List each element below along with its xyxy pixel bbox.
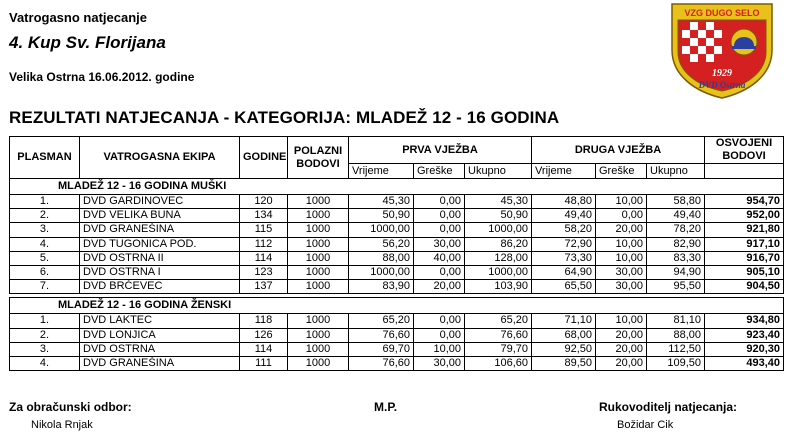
cell-druga-greske: 20,00 — [596, 328, 647, 342]
cell-prva-ukupno: 86,20 — [465, 237, 532, 251]
cell-prva-ukupno: 45,30 — [465, 195, 532, 209]
section-title: MLADEŽ 12 - 16 GODINA MUŠKI — [10, 179, 784, 195]
cell-prva-ukupno: 79,70 — [465, 342, 532, 356]
cell-plasman: 1. — [10, 195, 80, 209]
cell-druga-vrijeme: 73,30 — [532, 251, 596, 265]
cell-osvojeni: 904,50 — [705, 280, 784, 294]
cell-prva-vrijeme: 69,70 — [349, 342, 414, 356]
col-druga-vjezba: DRUGA VJEŽBA — [532, 137, 705, 164]
col-prva-greske: Greške — [414, 164, 465, 179]
cell-ekipa: DVD BRČEVEC — [80, 280, 240, 294]
cell-godine: 112 — [240, 237, 288, 251]
cell-prva-greske: 0,00 — [414, 314, 465, 328]
cell-godine: 126 — [240, 328, 288, 342]
cell-druga-ukupno: 88,00 — [647, 328, 705, 342]
cell-prva-vrijeme: 50,90 — [349, 209, 414, 223]
event-title: 4. Kup Sv. Florijana — [9, 33, 166, 52]
table-row — [10, 223, 784, 237]
cell-druga-vrijeme: 65,50 — [532, 280, 596, 294]
cell-prva-vrijeme: 45,30 — [349, 195, 414, 209]
cell-druga-vrijeme: 92,50 — [532, 342, 596, 356]
checkerboard-icon — [682, 22, 722, 62]
table-row — [10, 237, 784, 251]
footer-odbor-name: Nikola Rnjak — [31, 419, 93, 431]
cell-godine: 137 — [240, 280, 288, 294]
footer-mp-label: M.P. — [374, 400, 398, 414]
footer-rukovoditelj-label: Rukovoditelj natjecanja: — [599, 400, 738, 414]
cell-prva-ukupno: 1000,00 — [465, 223, 532, 237]
cell-polazni: 1000 — [288, 265, 349, 279]
cell-prva-greske: 0,00 — [414, 223, 465, 237]
cell-druga-greske: 10,00 — [596, 195, 647, 209]
table-row — [10, 314, 784, 328]
cell-ekipa: DVD OSTRNA II — [80, 251, 240, 265]
col-osvojeni — [705, 137, 784, 164]
cell-osvojeni: 920,30 — [705, 342, 784, 356]
col-polazni-line1: POLAZNI — [293, 144, 343, 157]
cell-plasman: 1. — [10, 314, 80, 328]
cell-ekipa: DVD TUGONICA POD. — [80, 237, 240, 251]
cell-prva-ukupno: 103,90 — [465, 280, 532, 294]
cell-druga-greske: 30,00 — [596, 265, 647, 279]
cell-ekipa: DVD GRANEŠINA — [80, 356, 240, 370]
vzg-logo-icon — [668, 2, 776, 100]
logo-top-text: VZG DUGO SELO — [684, 8, 760, 18]
col-prva-vjezba: PRVA VJEŽBA — [349, 137, 532, 164]
col-osvojeni-line2: BODOVI — [722, 150, 766, 162]
cell-druga-greske: 0,00 — [596, 209, 647, 223]
cell-prva-vrijeme: 65,20 — [349, 314, 414, 328]
cell-druga-ukupno: 83,30 — [647, 251, 705, 265]
col-prva-ukupno: Ukupno — [465, 164, 532, 179]
cell-godine: 111 — [240, 356, 288, 370]
cell-godine: 114 — [240, 251, 288, 265]
col-polazni-line2: BODOVI — [296, 157, 340, 170]
cell-prva-vrijeme: 56,20 — [349, 237, 414, 251]
cell-plasman: 2. — [10, 209, 80, 223]
cell-polazni: 1000 — [288, 328, 349, 342]
col-osvojeni-blank — [705, 164, 784, 179]
cell-polazni: 1000 — [288, 356, 349, 370]
col-druga-greske: Greške — [596, 164, 647, 179]
table-row — [10, 251, 784, 265]
cell-prva-greske: 0,00 — [414, 209, 465, 223]
cell-godine: 114 — [240, 342, 288, 356]
cell-druga-vrijeme: 68,00 — [532, 328, 596, 342]
cell-prva-greske: 0,00 — [414, 265, 465, 279]
cell-polazni: 1000 — [288, 314, 349, 328]
cell-osvojeni: 921,80 — [705, 223, 784, 237]
cell-prva-vrijeme: 76,60 — [349, 328, 414, 342]
cell-druga-ukupno: 78,20 — [647, 223, 705, 237]
section-header — [10, 298, 784, 314]
cell-druga-ukupno: 49,40 — [647, 209, 705, 223]
cell-plasman: 3. — [10, 342, 80, 356]
cell-prva-greske: 40,00 — [414, 251, 465, 265]
cell-druga-greske: 20,00 — [596, 342, 647, 356]
cell-prva-vrijeme: 1000,00 — [349, 265, 414, 279]
cell-ekipa: DVD LAKTEC — [80, 314, 240, 328]
cell-polazni: 1000 — [288, 280, 349, 294]
results-title: REZULTATI NATJECANJA - KATEGORIJA: MLADEŽ 12 - 16 GODINA — [9, 108, 560, 127]
cell-godine: 123 — [240, 265, 288, 279]
organization-label: Vatrogasno natjecanje — [9, 10, 147, 25]
cell-ekipa: DVD GRANEŠINA — [80, 223, 240, 237]
cell-polazni: 1000 — [288, 195, 349, 209]
col-godine: GODINE — [240, 137, 288, 179]
col-plasman: PLASMAN — [10, 137, 80, 179]
cell-druga-greske: 20,00 — [596, 356, 647, 370]
cell-godine: 134 — [240, 209, 288, 223]
cell-prva-greske: 0,00 — [414, 328, 465, 342]
cell-prva-greske: 10,00 — [414, 342, 465, 356]
results-body — [10, 179, 784, 371]
cell-prva-vrijeme: 76,60 — [349, 356, 414, 370]
cell-prva-greske: 0,00 — [414, 195, 465, 209]
col-prva-vrijeme: Vrijeme — [349, 164, 414, 179]
col-druga-vrijeme: Vrijeme — [532, 164, 596, 179]
col-druga-ukupno: Ukupno — [647, 164, 705, 179]
cell-osvojeni: 954,70 — [705, 195, 784, 209]
cell-druga-greske: 10,00 — [596, 314, 647, 328]
cell-prva-greske: 30,00 — [414, 237, 465, 251]
helmet-icon — [731, 29, 757, 55]
cell-druga-vrijeme: 49,40 — [532, 209, 596, 223]
cell-druga-vrijeme: 89,50 — [532, 356, 596, 370]
cell-prva-ukupno: 106,60 — [465, 356, 532, 370]
cell-druga-ukupno: 82,90 — [647, 237, 705, 251]
cell-prva-ukupno: 65,20 — [465, 314, 532, 328]
cell-prva-ukupno: 76,60 — [465, 328, 532, 342]
place-date: Velika Ostrna 16.06.2012. godine — [9, 70, 195, 84]
cell-osvojeni: 905,10 — [705, 265, 784, 279]
col-ekipa: VATROGASNA EKIPA — [80, 137, 240, 179]
cell-druga-greske: 10,00 — [596, 237, 647, 251]
cell-druga-greske: 10,00 — [596, 251, 647, 265]
cell-plasman: 2. — [10, 328, 80, 342]
cell-ekipa: DVD GARDINOVEC — [80, 195, 240, 209]
table-row — [10, 265, 784, 279]
table-row — [10, 280, 784, 294]
cell-godine: 118 — [240, 314, 288, 328]
cell-prva-vrijeme: 88,00 — [349, 251, 414, 265]
cell-druga-vrijeme: 64,90 — [532, 265, 596, 279]
cell-polazni: 1000 — [288, 342, 349, 356]
cell-plasman: 3. — [10, 223, 80, 237]
cell-plasman: 4. — [10, 356, 80, 370]
table-row — [10, 342, 784, 356]
cell-druga-vrijeme: 71,10 — [532, 314, 596, 328]
cell-plasman: 6. — [10, 265, 80, 279]
logo-year: 1929 — [712, 68, 732, 79]
cell-druga-greske: 20,00 — [596, 223, 647, 237]
col-osvojeni-line1: OSVOJENI — [715, 137, 773, 149]
cell-prva-ukupno: 50,90 — [465, 209, 532, 223]
cell-osvojeni: 923,40 — [705, 328, 784, 342]
section-title: MLADEŽ 12 - 16 GODINA ŽENSKI — [10, 298, 784, 314]
cell-ekipa: DVD LONJICA — [80, 328, 240, 342]
cell-osvojeni: 493,40 — [705, 356, 784, 370]
cell-ekipa: DVD OSTRNA I — [80, 265, 240, 279]
cell-polazni: 1000 — [288, 209, 349, 223]
cell-godine: 120 — [240, 195, 288, 209]
cell-druga-vrijeme: 72,90 — [532, 237, 596, 251]
cell-osvojeni: 934,80 — [705, 314, 784, 328]
table-row — [10, 356, 784, 370]
results-table — [9, 136, 784, 371]
section-header — [10, 179, 784, 195]
col-polazni — [288, 137, 349, 179]
cell-druga-ukupno: 81,10 — [647, 314, 705, 328]
cell-druga-ukupno: 112,50 — [647, 342, 705, 356]
table-row — [10, 195, 784, 209]
cell-prva-greske: 30,00 — [414, 356, 465, 370]
cell-osvojeni: 917,10 — [705, 237, 784, 251]
cell-druga-ukupno: 95,50 — [647, 280, 705, 294]
cell-prva-ukupno: 1000,00 — [465, 265, 532, 279]
cell-prva-vrijeme: 1000,00 — [349, 223, 414, 237]
cell-polazni: 1000 — [288, 237, 349, 251]
cell-godine: 115 — [240, 223, 288, 237]
cell-druga-greske: 30,00 — [596, 280, 647, 294]
cell-prva-greske: 20,00 — [414, 280, 465, 294]
footer-odbor-label: Za obračunski odbor: — [9, 400, 132, 414]
cell-ekipa: DVD OSTRNA — [80, 342, 240, 356]
cell-plasman: 4. — [10, 237, 80, 251]
footer-rukovoditelj-name: Božidar Cik — [617, 419, 674, 431]
cell-prva-vrijeme: 83,90 — [349, 280, 414, 294]
cell-druga-vrijeme: 48,80 — [532, 195, 596, 209]
table-row — [10, 328, 784, 342]
cell-plasman: 5. — [10, 251, 80, 265]
cell-polazni: 1000 — [288, 223, 349, 237]
cell-polazni: 1000 — [288, 251, 349, 265]
cell-druga-ukupno: 94,90 — [647, 265, 705, 279]
cell-plasman: 7. — [10, 280, 80, 294]
table-row — [10, 209, 784, 223]
cell-druga-ukupno: 58,80 — [647, 195, 705, 209]
cell-osvojeni: 952,00 — [705, 209, 784, 223]
cell-osvojeni: 916,70 — [705, 251, 784, 265]
logo-bottom-text: DVD Ostrna — [698, 80, 746, 90]
cell-prva-ukupno: 128,00 — [465, 251, 532, 265]
cell-druga-ukupno: 109,50 — [647, 356, 705, 370]
cell-druga-vrijeme: 58,20 — [532, 223, 596, 237]
cell-ekipa: DVD VELIKA BUNA — [80, 209, 240, 223]
